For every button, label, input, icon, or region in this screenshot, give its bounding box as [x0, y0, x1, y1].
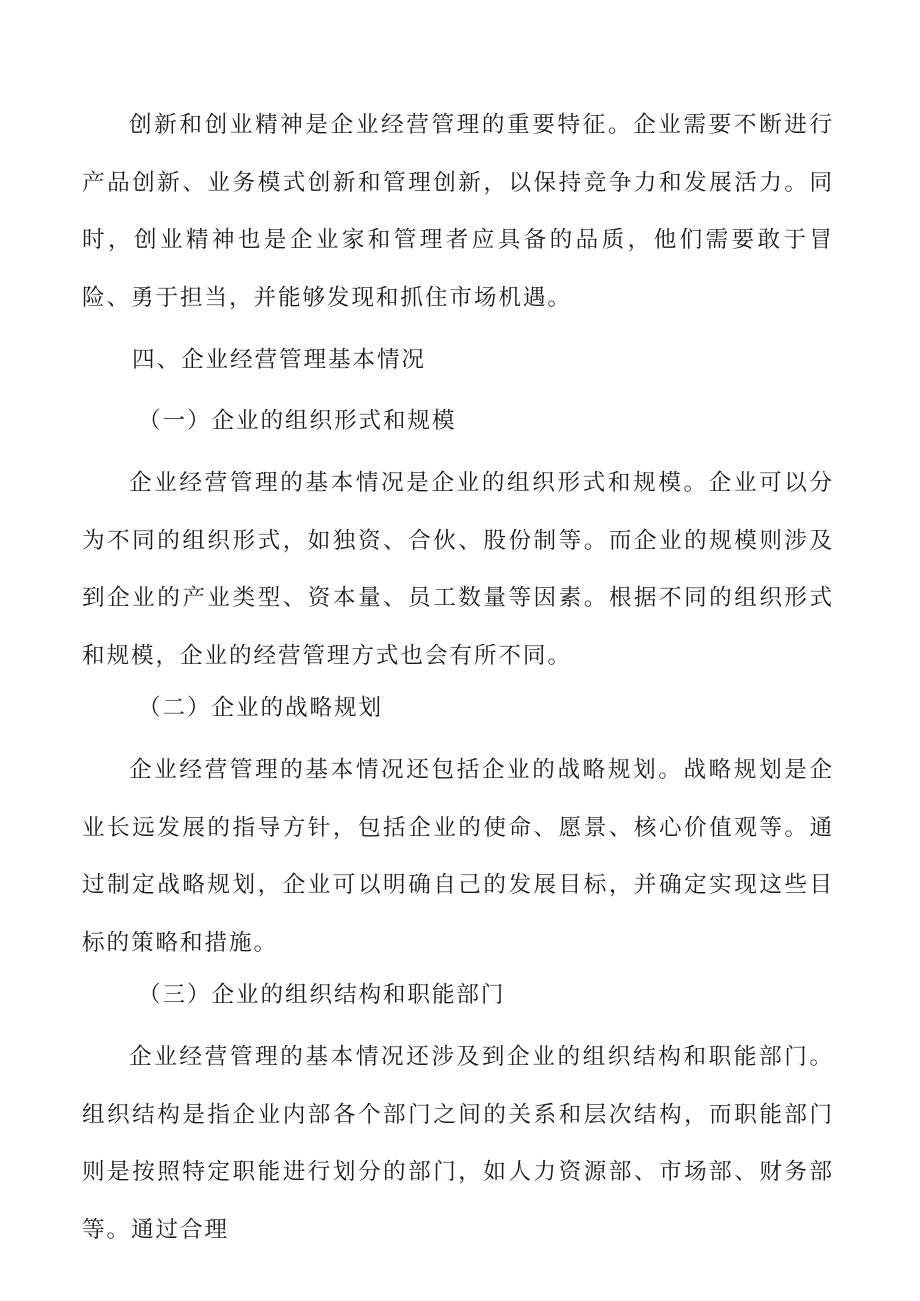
- subheading-strategic-planning: （二）企业的战略规划: [138, 695, 383, 721]
- paragraph-strategic-planning: 企业经营管理的基本情况还包括企业的战略规划。战略规划是企业长远发展的指导方针，包括企业的使命、愿景、核心价值观等。通过制定战略规划，企业可以明确自己的发展目标，并确定实现这些目标的策略和措施。: [82, 757, 834, 956]
- subheading-org-form-scale: （一）企业的组织形式和规模: [138, 408, 457, 434]
- paragraph-org-structure: 企业经营管理的基本情况还涉及到企业的组织结构和职能部门。组织结构是指企业内部各个部门之间的关系和层次结构，而职能部门则是按照特定职能进行划分的部门，如人力资源部、市场部、财务部等。通过合理: [82, 1044, 834, 1243]
- paragraph-org-form-scale: 企业经营管理的基本情况是企业的组织形式和规模。企业可以分为不同的组织形式，如独资、合伙、股份制等。而企业的规模则涉及到企业的产业类型、资本量、员工数量等因素。根据不同的组织形式和规模，企业的经营管理方式也会有所不同。: [82, 470, 834, 669]
- paragraph-innovation-spirit: 创新和创业精神是企业经营管理的重要特征。企业需要不断进行产品创新、业务模式创新和管理创新，以保持竞争力和发展活力。同时，创业精神也是企业家和管理者应具备的品质，他们需要敢于冒险、勇于担当，并能够发现和抓住市场机遇。: [82, 112, 834, 311]
- section-heading-basic-situation: 四、企业经营管理基本情况: [132, 347, 426, 373]
- subheading-org-structure: （三）企业的组织结构和职能部门: [138, 982, 506, 1008]
